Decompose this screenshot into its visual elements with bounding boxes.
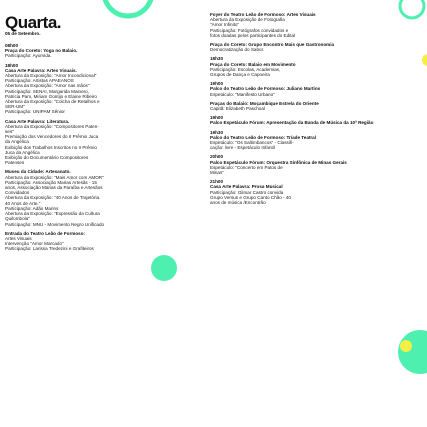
schedule-entry (210, 12, 424, 38)
entry-heading: Praça do Coreto: Balaio em Movimento (210, 61, 296, 67)
entry-line: Patenses (5, 160, 25, 166)
schedule-entry (5, 231, 202, 252)
entry-time: 18h30 (210, 56, 224, 62)
entry-line: Abertura da Exposição: "Colcha de Retalhos e (5, 99, 100, 105)
entry-heading: Entrada do Teatro Leão de Formoso: (5, 230, 86, 236)
left-schedule (5, 43, 202, 252)
entry-line: Exibição dos Trabalhos Inscritos no II Prêmio (5, 144, 97, 150)
entry-line: Espetáculo: "Manifesto Urbano" (210, 91, 275, 97)
entry-heading: Palco do Teatro Leão de Formoso: Juliano Martins (210, 86, 321, 92)
schedule-entry (5, 63, 202, 115)
entry-line: Grupos de Dança e Capoeira (210, 72, 270, 78)
entry-line: Participação: MNU - Movimento Negro Unificado (5, 221, 105, 227)
entry-line: Participação: Fotógrafos convidados e (210, 27, 289, 33)
left-column (5, 14, 202, 256)
entry-line: ses" (5, 129, 14, 135)
entry-time: 18h00 (5, 62, 19, 68)
entry-line: Juca da Angélica (5, 149, 40, 155)
entry-line: Quilombola" (5, 216, 30, 222)
schedule-entry (210, 42, 424, 52)
entry-heading: Palco do Teatro Leão de Formoso: Tríade Teatral (210, 134, 317, 140)
entry-line: cação: livre - Espetáculo Infantil (210, 145, 275, 151)
entry-heading: Praça do Coreto: Grupo Encontro Mais que Gastronomia (210, 42, 335, 48)
schedule-entry (210, 101, 424, 111)
entry-line: Participação: Ayurvida. (5, 53, 52, 59)
entry-line: Democratização do Sabor. (210, 47, 265, 53)
entry-time: 21h00 (210, 179, 224, 185)
entry-line: Abertura da Exposição: "Amor Incondicional" (5, 73, 97, 79)
date-label: 05 de Setembro. (5, 31, 41, 36)
entry-line: Abertura da Exposição: "Expressão da Cultura (5, 211, 100, 217)
entry-line: anos, Associação Marias da Paraíba e Artesãos (5, 185, 103, 191)
entry-line: Abertura da Exposição: "Compositores Paten- (5, 123, 99, 129)
entry-heading: Praça do Coreto: Yoga no Balaio. (5, 48, 78, 54)
schedule-entry (210, 81, 424, 97)
entry-line: Convidados (5, 190, 30, 196)
entry-heading: Palco Espetáculo Fórum: Orquestra Sinfônica de Minas Gerais (210, 159, 347, 165)
entry-line: Espetáculo: "Concerto em Patos de (210, 164, 283, 170)
entry-line: Abertura da Exposição de Fotografia (210, 17, 285, 23)
schedule-entry (210, 179, 424, 205)
entry-line: Espetáculo: "Os Saltimbancos" - Classifi- (210, 140, 294, 146)
entry-time: 19h30 (210, 129, 224, 135)
entry-line: 40 Anos de Arte." (5, 200, 41, 206)
entry-line: "Amor Infinito" (210, 22, 240, 28)
schedule-entry (210, 56, 424, 77)
entry-line: Participação: Artistas APAEANOS (5, 78, 74, 84)
entry-line: Participação: Adão Marins (5, 205, 59, 211)
entry-time: 08h00 (5, 43, 19, 48)
entry-heading: Casa Arte Palavra: Prosa Musical (210, 184, 283, 190)
schedule-entry (5, 43, 202, 59)
right-schedule (210, 12, 424, 205)
entry-line: Participação: Escolas, Academias, (210, 66, 281, 72)
entry-time: 19h00 (210, 81, 224, 87)
entry-heading: Casa Arte Palavra: Literatura. (5, 118, 70, 124)
entry-line: Participação: Larissa Tredezini e Grafiteiros (5, 246, 94, 252)
entry-heading: Praças do Balaio: Moçambique Estrela do Oriente (210, 100, 319, 106)
entry-line: da Angélica (5, 139, 29, 145)
schedule-entry (210, 115, 424, 125)
entry-line: Participação: UNIPAM Sênior (5, 109, 65, 115)
entry-line: Participação: Gilmar Castro convida (210, 189, 284, 195)
entry-line: SER-UM" (5, 104, 25, 110)
entry-line: Abertura da Exposição: "Mais Amor com AMOR" (5, 174, 104, 180)
entry-line: anos de música /Encontrão (210, 200, 266, 206)
entry-line: Participação: SENAI, Margarida Mainero, (5, 88, 89, 94)
entry-line: Exibição do Documentário Compositores (5, 155, 89, 161)
schedule-entry (5, 169, 202, 226)
entry-line: Premiação dos Vencedores do II Prêmio Juca (5, 134, 99, 140)
schedule-entry (210, 130, 424, 151)
entry-line: Abertura da Exposição: "Amor nas mãos" (5, 83, 90, 89)
right-column (210, 12, 424, 209)
entry-line: Intervenção "Amor Marcado" (5, 241, 64, 247)
entry-heading: Museu da Cidade: Artesanato. (5, 169, 71, 175)
entry-line: Participação: Associação Marias Artesãs - 15 (5, 179, 97, 185)
entry-line: Grupo Versus e Grupo Canto Chão - 40 (210, 194, 291, 200)
entry-heading: Palco Espetáculo Fórum: Apresentação da Banda de Música da 10ª Região (210, 120, 374, 126)
schedule-entry (5, 119, 202, 166)
entry-line: Capitã: Elizabeth Paschoal (210, 106, 265, 112)
entry-line: Artes Visuais (5, 235, 32, 241)
entry-time: 20h00 (210, 154, 224, 160)
entry-line: Patricia Pam, Miriam Gontijo e Elaine Ribeiro (5, 93, 97, 99)
entry-heading: Foyer do Teatro Leão de Formoso: Artes Visuais (210, 12, 316, 17)
schedule-entry (210, 154, 424, 175)
entry-heading: Casa Arte Palavra: Artes Visuais. (5, 67, 77, 73)
entry-time: 19h00 (210, 115, 224, 121)
entry-line: Abertura da Exposição: "40 Anos de Trajetória. (5, 195, 101, 201)
page-title: Quarta. (5, 13, 62, 32)
entry-line: Minas" (210, 170, 224, 176)
entry-line: fotos doadas pelos participantes do Edital (210, 32, 296, 38)
